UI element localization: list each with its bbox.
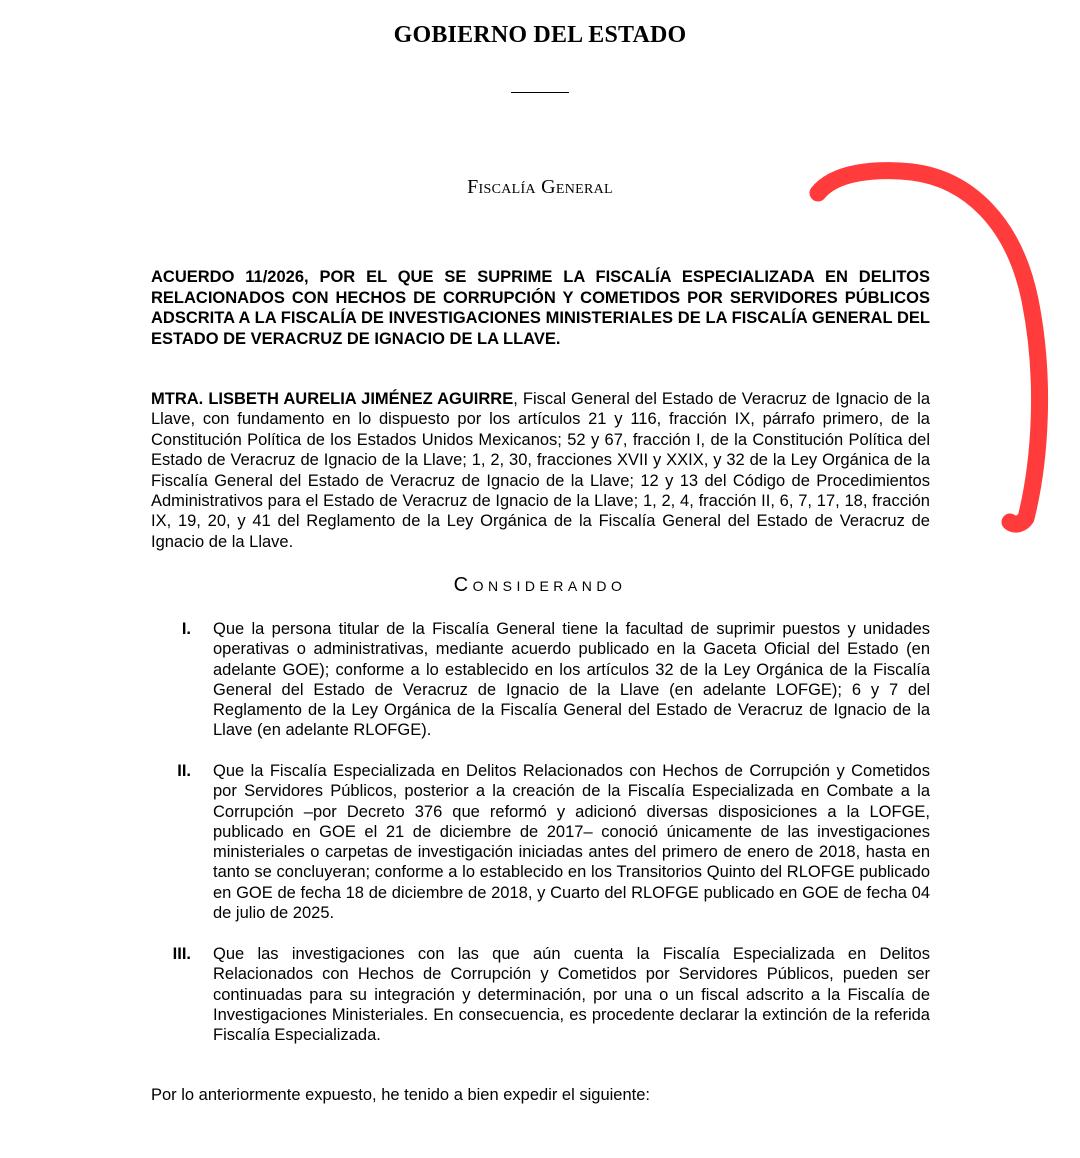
government-heading: GOBIERNO DEL ESTADO [393, 22, 687, 48]
signatory-name: MTRA. LISBETH AURELIA JIMÉNEZ AGUIRRE [151, 390, 514, 408]
item-text: Que la Fiscalía Especializada en Delitos Relacionados con Hechos de Corrupción y Cometidos por Servidores Públicos, posterior a la creación de la Fiscalía Especializada en Combate a la Corrupción –por Decreto 376 que reformó y adicionó diversas disposiciones a la LOFGE, publicado en GOE el 21 de diciembre de 2017– conoció únicamente de las investigaciones ministeriales o carpetas de investigación iniciadas antes del primero de enero de 2018, hasta en tanto se concluyeran; conforme a lo establecido en los Transitorios Quinto del RLOFGE publicado en GOE de fecha 18 de diciembre de 2018, y Cuarto del RLOFGE publicado en GOE de fecha 04 de julio de 2025. [213, 762, 930, 923]
item-number: II. [177, 762, 191, 780]
intro-paragraph [151, 389, 930, 552]
item-text: Que la persona titular de la Fiscalía General tiene la facultad de suprimir puestos y unidades operativas o administrativas, mediante acuerdo publicado en la Gaceta Oficial del Estado (en adelante GOE); conforme a lo establecido en los artículos 32 de la Ley Orgánica de la Fiscalía General del Estado de Veracruz de Ignacio de la Llave (en adelante LOFGE); 6 y 7 del Reglamento de la Ley Orgánica de la Fiscalía General del Estado de Veracruz de Ignacio de la Llave (en adelante RLOFGE). [213, 620, 930, 740]
department-heading: Fiscalía General [467, 176, 613, 198]
item-text: Que las investigaciones con las que aún cuenta la Fiscalía Especializada en Delitos Relacionados con Hechos de Corrupción y Cometidos por Servidores Públicos, pueden ser continuadas para su integración y determinación, por una o un fiscal adscrito a la Fiscalía de Investigaciones Ministeriales. En consecuencia, es procedente declarar la extinción de la referida Fiscalía Especializada. [213, 945, 930, 1045]
considerando-heading: Considerando [453, 574, 627, 596]
header-divider [511, 92, 569, 93]
closing-paragraph: Por lo anteriormente expuesto, he tenido a bien expedir el siguiente: [151, 1086, 650, 1104]
acuerdo-title: ACUERDO 11/2026, POR EL QUE SE SUPRIME LA FISCALÍA ESPECIALIZADA EN DELITOS RELACIONADOS CON HECHOS DE CORRUPCIÓN Y COMETIDOS POR SERVIDORES PÚBLICOS ADSCRITA A LA FISCALÍA DE INVESTIGACIONES MINISTERIALES DE LA FISCALÍA GENERAL DEL ESTADO DE VERACRUZ DE IGNACIO DE LA LLAVE. [151, 268, 930, 348]
intro-text: , Fiscal General del Estado de Veracruz de Ignacio de la Llave, con fundamento en lo dispuesto por los artículos 21 y 116, fracción IX, párrafo primero, de la Constitución Política de los Estados Unidos Mexicanos; 52 y 67, fracción I, de la Constitución Política del Estado de Veracruz de Ignacio de la Llave; 1, 2, 30, fracciones XVII y XXIX, y 32 de la Ley Orgánica de la Fiscalía General del Estado de Veracruz de Ignacio de la Llave; 12 y 13 del Código de Procedimientos Administrativos para el Estado de Veracruz de Ignacio de la Llave; 1, 2, 4, fracción II, 6, 7, 17, 18, fracción IX, 19, 20, y 41 del Reglamento de la Ley Orgánica de la Fiscalía General del Estado de Veracruz de Ignacio de la Llave. [151, 390, 930, 551]
item-number: III. [172, 945, 191, 963]
item-number: I. [181, 620, 191, 638]
